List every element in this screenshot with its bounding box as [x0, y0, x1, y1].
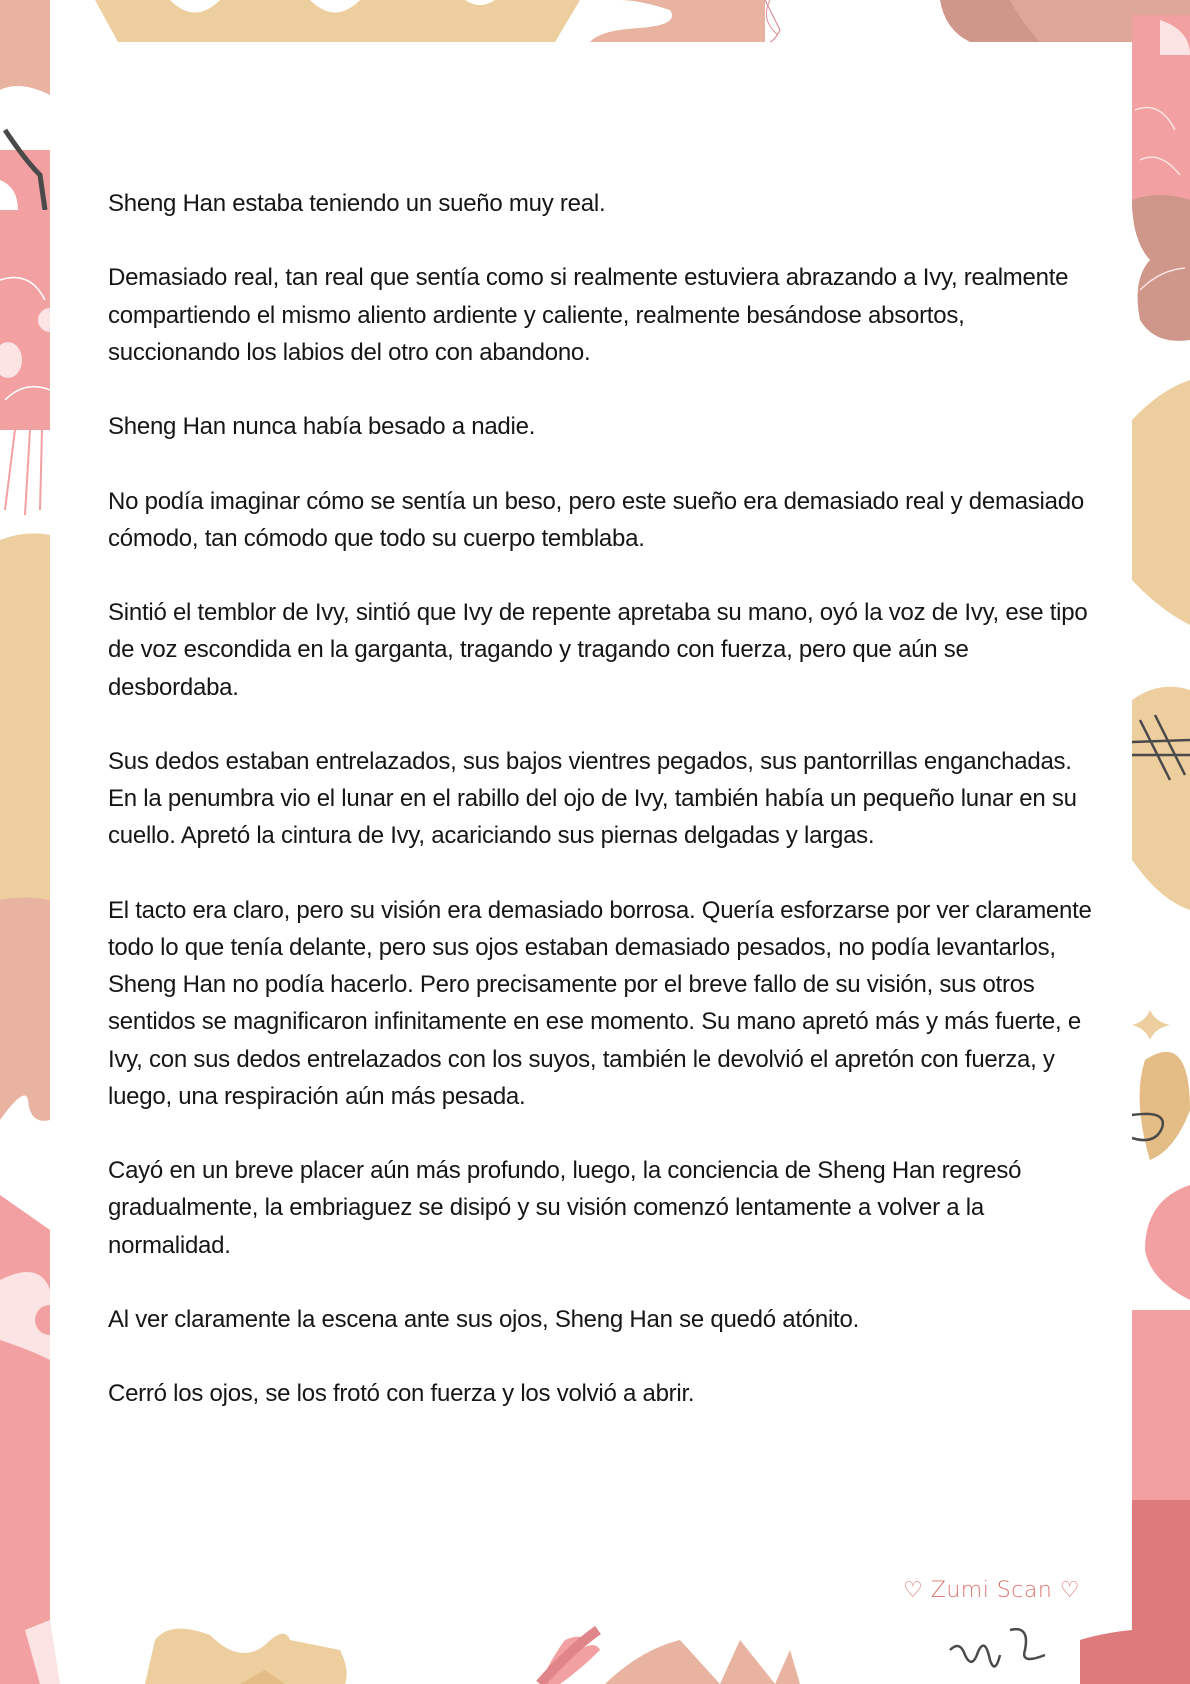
document-body [108, 185, 1093, 1450]
paragraph: Sheng Han estaba teniendo un sueño muy real. [108, 190, 606, 217]
paragraph: El tacto era claro, pero su visión era demasiado borrosa. Quería esforzarse por ver claramente todo lo que tenía delante, pero sus ojos estaban demasiado pesados, no podía levantarlos, Sheng Han no podía hacerlo. Pero precisamente por el breve fallo de su visión, sus otros sentidos se magnificaron infinitamente en ese momento. Su mano apretó más y más fuerte, e Ivy, con sus dedos entrelazados con los suyos, también le devolvió el apretón con fuerza, y luego, una respiración aún más pesada. [108, 896, 1092, 1110]
paragraph: No podía imaginar cómo se sentía un beso, pero este sueño era demasiado real y demasiado cómodo, tan cómodo que todo su cuerpo temblaba. [108, 487, 1084, 552]
bottom-shapes [0, 1620, 1190, 1684]
paragraph: Sheng Han nunca había besado a nadie. [108, 413, 536, 441]
right-shapes [1132, 15, 1190, 1684]
scanlator-credit: ♡ Zumi Scan ♡ [903, 1578, 1080, 1603]
paragraph: Sintió el temblor de Ivy, sintió que Ivy de repente apretaba su mano, oyó la voz de Ivy, ese tipo de voz escondida en la garganta, tragando y tragando con fuerza, pero que aún se desbordaba. [108, 599, 1088, 701]
paragraph: Cerró los ojos, se los frotó con fuerza y los volvió a abrir. [108, 1380, 695, 1408]
paragraph: Sus dedos estaban entrelazados, sus bajos vientres pegados, sus pantorrillas enganchadas. En la penumbra vio el lunar en el rabillo del ojo de Ivy, también había un pequeño lunar en su cuello. Apretó la cintura de Ivy, acariciando sus piernas delgadas y largas. [108, 747, 1077, 850]
paragraph: Al ver claramente la escena ante sus ojos, Sheng Han se quedó atónito. [108, 1305, 859, 1333]
paragraph: Cayó en un breve placer aún más profundo, luego, la conciencia de Sheng Han regresó gradualmente, la embriaguez se disipó y su visión comenzó lentamente a volver a la normalidad. [108, 1157, 1022, 1259]
paragraph: Demasiado real, tan real que sentía como si realmente estuviera abrazando a Ivy, realmente compartiendo el mismo aliento ardiente y caliente, realmente besándose absortos, succionando los labios del otro con abandono. [108, 264, 1069, 366]
